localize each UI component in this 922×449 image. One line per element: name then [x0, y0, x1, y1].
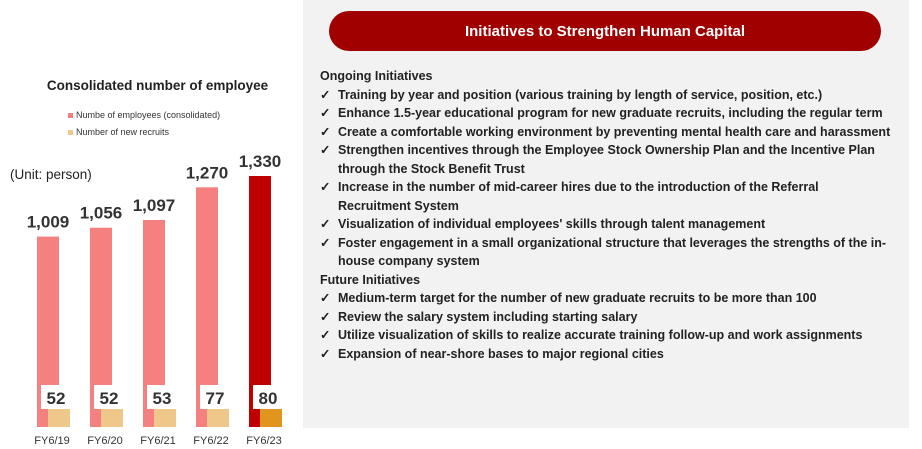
panel-body [320, 67, 892, 363]
initiative-text: Enhance 1.5-year educational program for new graduate recruits, including the regular term [338, 106, 883, 120]
initiative-text: Visualization of individual employees' skills through talent management [338, 217, 766, 231]
chart-title: Consolidated number of employee [46, 78, 269, 93]
initiative-item [320, 86, 892, 105]
initiative-item [320, 215, 892, 234]
check-icon: ✓ [320, 87, 331, 102]
legend-label-employees: Numbe of employees (consolidated) [76, 110, 221, 120]
initiative-text: Training by year and position (various training by length of service, position, etc.) [338, 87, 823, 102]
check-icon: ✓ [320, 106, 331, 120]
legend-label-recruits: Number of new recruits [76, 127, 170, 137]
initiative-text: Utilize visualization of skills to realize accurate training follow-up and work assignments [338, 328, 863, 342]
ongoing-heading: Ongoing Initiatives [320, 69, 433, 83]
initiative-text: Create a comfortable working environment by preventing mental health care and harassment [338, 124, 891, 139]
initiative-item [320, 104, 892, 123]
category-tick-label: FY6/22 [193, 435, 229, 447]
initiative-item [320, 141, 892, 178]
initiative-item [320, 178, 892, 215]
initiative-item [320, 345, 892, 364]
check-icon: ✓ [320, 124, 331, 139]
recruit-value-label: 52 [99, 389, 119, 408]
check-icon: ✓ [320, 309, 331, 324]
check-icon: ✓ [320, 217, 331, 231]
ongoing-list [320, 86, 892, 271]
employee-value-label: 1,270 [185, 163, 229, 183]
initiatives-panel [303, 0, 909, 428]
initiative-text: Strengthen incentives through the Employee Stock Ownership Plan and the Incentive Plan through the Stock Benefit Trust [338, 143, 875, 176]
category-tick-label: FY6/20 [87, 435, 123, 447]
unit-label: (Unit: person) [10, 167, 92, 182]
initiative-text: Review the salary system including starting salary [338, 309, 638, 324]
bar-chart [0, 0, 300, 449]
initiative-text: Increase in the number of mid-career hires due to the introduction of the Referral Recruitment System [338, 180, 819, 213]
employee-value-label: 1,330 [238, 152, 282, 171]
category-tick-label: FY6/19 [34, 435, 70, 447]
category-tick-label: FY6/23 [246, 435, 282, 447]
initiative-item [320, 234, 892, 271]
check-icon: ✓ [320, 346, 331, 361]
initiative-text: Foster engagement in a small organizational structure that leverages the strengths of the in-house company system [338, 235, 887, 268]
recruit-value-label: 80 [258, 389, 278, 408]
employee-value-label: 1,097 [132, 195, 176, 215]
panel-header [329, 11, 881, 51]
check-icon: ✓ [320, 328, 331, 342]
recruit-value-label: 53 [152, 389, 172, 408]
future-list [320, 289, 892, 363]
future-heading: Future Initiatives [320, 272, 421, 287]
initiative-text: Medium-term target for the number of new graduate recruits to be more than 100 [338, 291, 817, 305]
employee-value-label: 1,056 [79, 203, 123, 223]
check-icon: ✓ [320, 180, 331, 194]
initiative-item [320, 289, 892, 308]
initiative-item [320, 308, 892, 327]
check-icon: ✓ [320, 143, 331, 157]
employee-value-label: 1,009 [26, 212, 70, 232]
recruit-value-label: 52 [46, 389, 66, 408]
category-tick-label: FY6/21 [140, 435, 176, 447]
recruit-value-label: 77 [205, 389, 225, 408]
panel-title: Initiatives to Strengthen Human Capital [464, 22, 746, 40]
initiative-text: Expansion of near-shore bases to major regional cities [338, 346, 664, 361]
initiative-item [320, 123, 892, 142]
initiative-item [320, 326, 892, 345]
check-icon: ✓ [320, 235, 331, 250]
check-icon: ✓ [320, 291, 331, 305]
